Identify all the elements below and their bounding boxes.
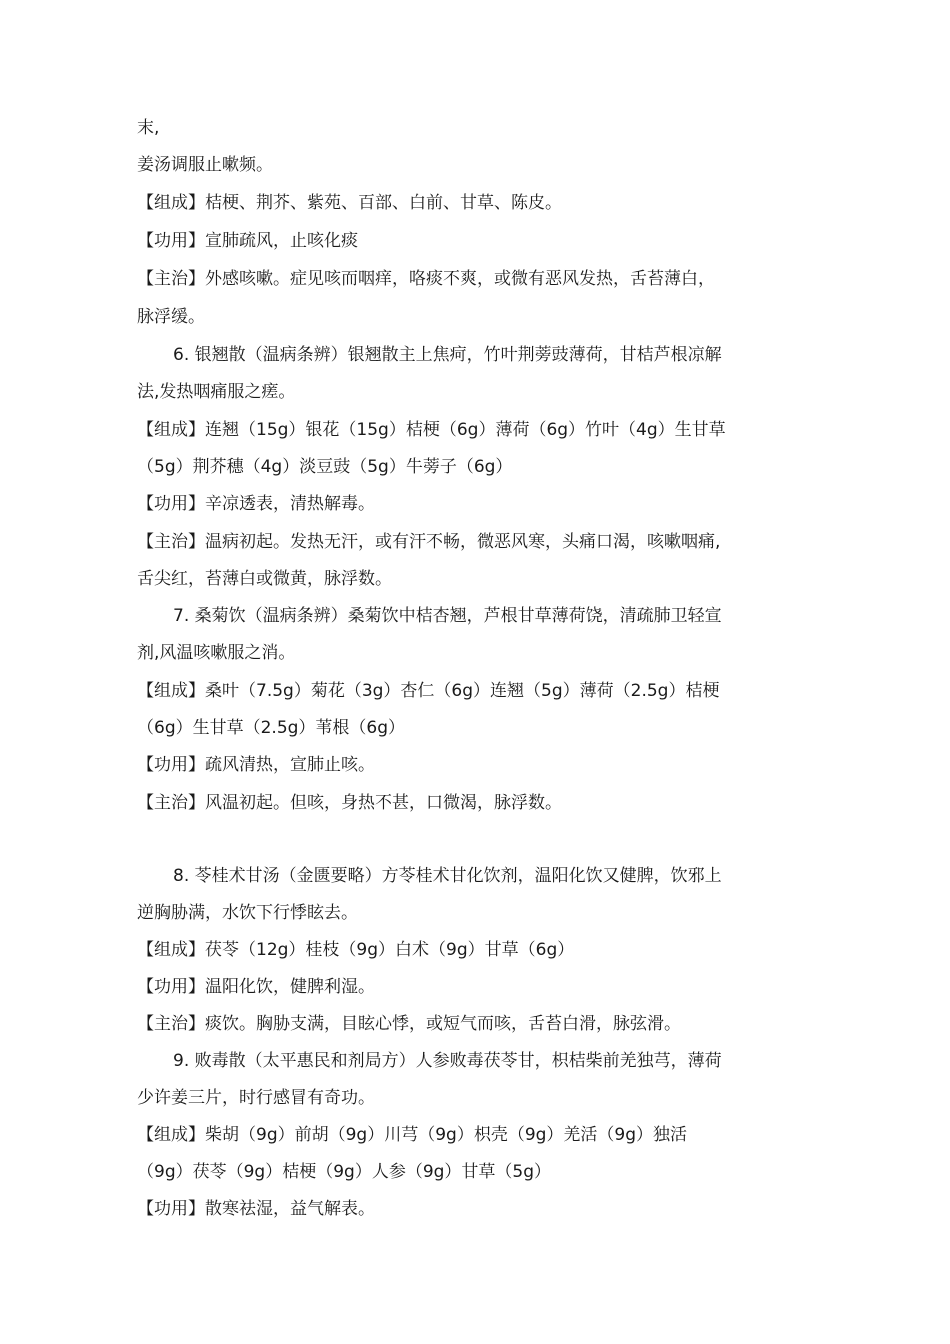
text-line: 逆胸胁满，水饮下行悸眩去。 (137, 903, 358, 923)
text-line: 【组成】茯苓（12g）桂枝（9g）白术（9g）甘草（6g） (137, 940, 575, 960)
text-line: 少许姜三片，时行感冒有奇功。 (137, 1088, 375, 1108)
text-line: 【功用】宣肺疏风，止咳化痰 (137, 231, 358, 251)
text-line: 【功用】温阳化饮，健脾利湿。 (137, 977, 375, 997)
formula-heading: 7. 桑菊饮（温病条辨）桑菊饮中桔杏翘，芦根甘草薄荷饶，清疏肺卫轻宣 (173, 606, 722, 626)
text-line: （6g）生甘草（2.5g）苇根（6g） (137, 718, 406, 738)
text-line: 舌尖红，苔薄白或微黄，脉浮数。 (137, 569, 392, 589)
text-line: 【主治】外感咳嗽。症见咳而咽痒，咯痰不爽，或微有恶风发热，舌苔薄白， (137, 269, 715, 289)
text-line: 法,发热咽痛服之瘥。 (137, 382, 296, 402)
text-line: 【主治】温病初起。发热无汗，或有汗不畅，微恶风寒，头痛口渴，咳嗽咽痛, (137, 532, 721, 552)
text-line: 姜汤调服止嗽频。 (137, 155, 273, 175)
text-line: 末, (137, 118, 160, 138)
text-line: （5g）荆芥穗（4g）淡豆豉（5g）牛蒡子（6g） (137, 457, 513, 477)
text-line: 【主治】痰饮。胸胁支满，目眩心悸，或短气而咳，舌苔白滑，脉弦滑。 (137, 1014, 681, 1034)
text-line: 脉浮缓。 (137, 307, 205, 327)
formula-heading: 9. 败毒散（太平惠民和剂局方）人参败毒茯苓甘，枳桔柴前羌独芎，薄荷 (173, 1051, 722, 1071)
formula-heading: 6. 银翘散（温病条辨）银翘散主上焦疴，竹叶荆蒡豉薄荷，甘桔芦根凉解 (173, 345, 722, 365)
text-line: （9g）茯苓（9g）桔梗（9g）人参（9g）甘草（5g） (137, 1162, 552, 1182)
text-line: 【功用】散寒祛湿，益气解表。 (137, 1199, 375, 1219)
text-line: 【组成】连翘（15g）银花（15g）桔梗（6g）薄荷（6g）竹叶（4g）生甘草 (137, 420, 726, 440)
text-line: 【功用】疏风清热，宣肺止咳。 (137, 755, 375, 775)
text-line: 【主治】风温初起。但咳，身热不甚，口微渴，脉浮数。 (137, 793, 562, 813)
text-line: 剂,风温咳嗽服之消。 (137, 643, 296, 663)
text-line: 【组成】桔梗、荆芥、紫苑、百部、白前、甘草、陈皮。 (137, 193, 562, 213)
text-line: 【组成】桑叶（7.5g）菊花（3g）杏仁（6g）连翘（5g）薄荷（2.5g）桔梗 (137, 681, 720, 701)
formula-heading: 8. 苓桂术甘汤（金匮要略）方苓桂术甘化饮剂，温阳化饮又健脾，饮邪上 (173, 866, 722, 886)
text-line: 【功用】辛凉透表，清热解毒。 (137, 494, 375, 514)
text-line: 【组成】柴胡（9g）前胡（9g）川芎（9g）枳壳（9g）羌活（9g）独活 (137, 1125, 688, 1145)
